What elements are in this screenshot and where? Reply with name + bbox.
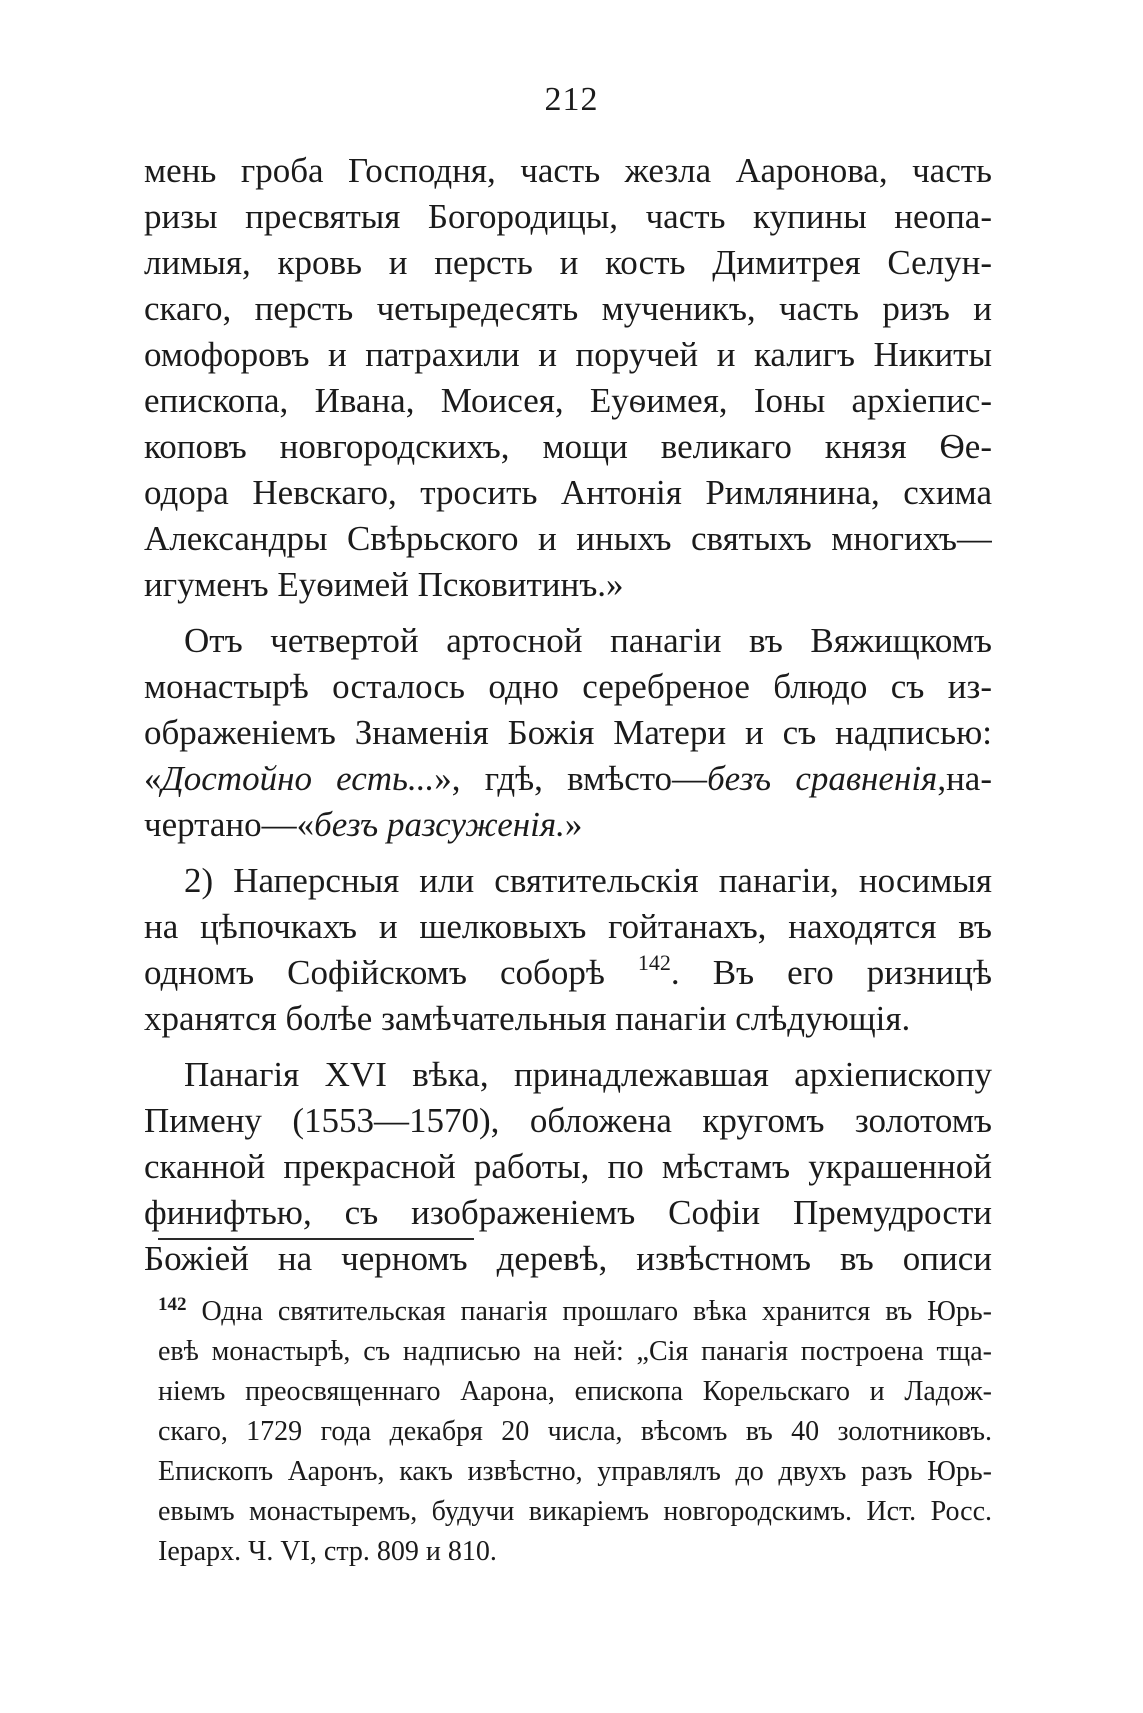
text-line: игуменъ Еуѳимей Псковитинъ.» (144, 565, 624, 604)
text-run: ,на- (937, 759, 992, 798)
footnote-reference: 142 (637, 950, 671, 975)
paragraph-pectoral-panagias (144, 858, 992, 1042)
text-line: скаго, персть четыредесять мученикъ, часть ризъ и (144, 289, 992, 328)
text-line: омофоровъ и патрахили и поручей и калигъ Никиты (144, 335, 992, 374)
page-number: 212 (544, 81, 599, 118)
text-line: Отъ четвертой артосной панагіи въ Вяжищкомъ (184, 621, 992, 660)
footnote (158, 1292, 992, 1572)
footnote-line: евѣ монастырѣ, съ надписью на ней: „Сія панагія построена тща- (158, 1336, 992, 1367)
italic-phrase: безъ разсуженія. (314, 805, 565, 844)
text-line: на цѣпочкахъ и шелковыхъ гойтанахъ, находятся въ (144, 907, 992, 946)
paragraph-relics-list (144, 148, 992, 608)
text-line: Божіей на черномъ деревѣ, извѣстномъ въ описи (144, 1239, 992, 1278)
text-run: чертано—« (144, 805, 315, 844)
text-run: » (564, 805, 583, 844)
text-line: ризы пресвятыя Богородицы, часть купины неопа- (144, 197, 992, 236)
text-line (144, 802, 992, 848)
text-run: Одна святительская панагія прошлаго вѣка хранится въ Юрь- (201, 1296, 992, 1327)
text-line: епископа, Ивана, Моисея, Еуѳимея, Іоны архіепис- (144, 381, 992, 420)
main-text (144, 148, 992, 1282)
text-run: . Въ его ризницѣ (670, 953, 992, 992)
italic-phrase: безъ сравненія (707, 759, 938, 798)
text-line: мень гроба Господня, часть жезла Ааронова, часть (144, 151, 992, 190)
text-run: », гдѣ, вмѣсто— (434, 759, 708, 798)
text-line (144, 950, 992, 996)
paragraph-artos-panagia (144, 618, 992, 848)
text-line: Пимену (1553—1570), обложена кругомъ золотомъ (144, 1101, 992, 1140)
text-run: одномъ Софійскомъ соборѣ (144, 953, 638, 992)
footnote-line: скаго, 1729 года декабря 20 числа, вѣсомъ въ 40 золотниковъ. (158, 1416, 992, 1447)
footnote-line: Епископъ Ааронъ, какъ извѣстно, управлялъ до двухъ разъ Юрь- (158, 1456, 992, 1487)
footnote-line (158, 1292, 992, 1332)
text-line: 2) Наперсныя или святительскія панагіи, носимыя (184, 861, 992, 900)
text-line: финифтью, съ изображеніемъ Софіи Премудрости (144, 1193, 992, 1232)
footnote-separator (158, 1238, 474, 1240)
italic-quote: Достойно есть... (161, 759, 435, 798)
text-line: сканной прекрасной работы, по мѣстамъ украшенной (144, 1147, 992, 1186)
paragraph-pimen-panagia (144, 1052, 992, 1282)
footnote-number: 142 (158, 1294, 187, 1315)
footnote-line: Іерарх. Ч. VI, стр. 809 и 810. (158, 1536, 497, 1567)
text-line: Александры Свѣрьского и иныхъ святыхъ многихъ— (144, 519, 992, 558)
footnote-line: ніемъ преосвященнаго Аарона, епископа Корельскаго и Ладож- (158, 1376, 992, 1407)
footnote-line: евымъ монастыремъ, будучи викаріемъ новгородскимъ. Ист. Росс. (158, 1496, 992, 1527)
text-line: лимыя, кровь и персть и кость Димитрея Селун- (144, 243, 992, 282)
text-line: монастырѣ осталось одно серебреное блюдо съ из- (144, 667, 992, 706)
text-line: одора Невскаго, тросить Антонія Римлянина, схима (144, 473, 992, 512)
text-line (144, 756, 992, 802)
text-line: хранятся болѣе замѣчательныя панагіи слѣдующія. (144, 999, 911, 1038)
text-line: Панагія XVI вѣка, принадлежавшая архіепископу (184, 1055, 992, 1094)
quote-mark: « (144, 759, 162, 798)
text-line: ображеніемъ Знаменія Божія Матери и съ надписью: (144, 713, 992, 752)
text-line: коповъ новгородскихъ, мощи великаго князя Ѳе- (144, 427, 992, 466)
